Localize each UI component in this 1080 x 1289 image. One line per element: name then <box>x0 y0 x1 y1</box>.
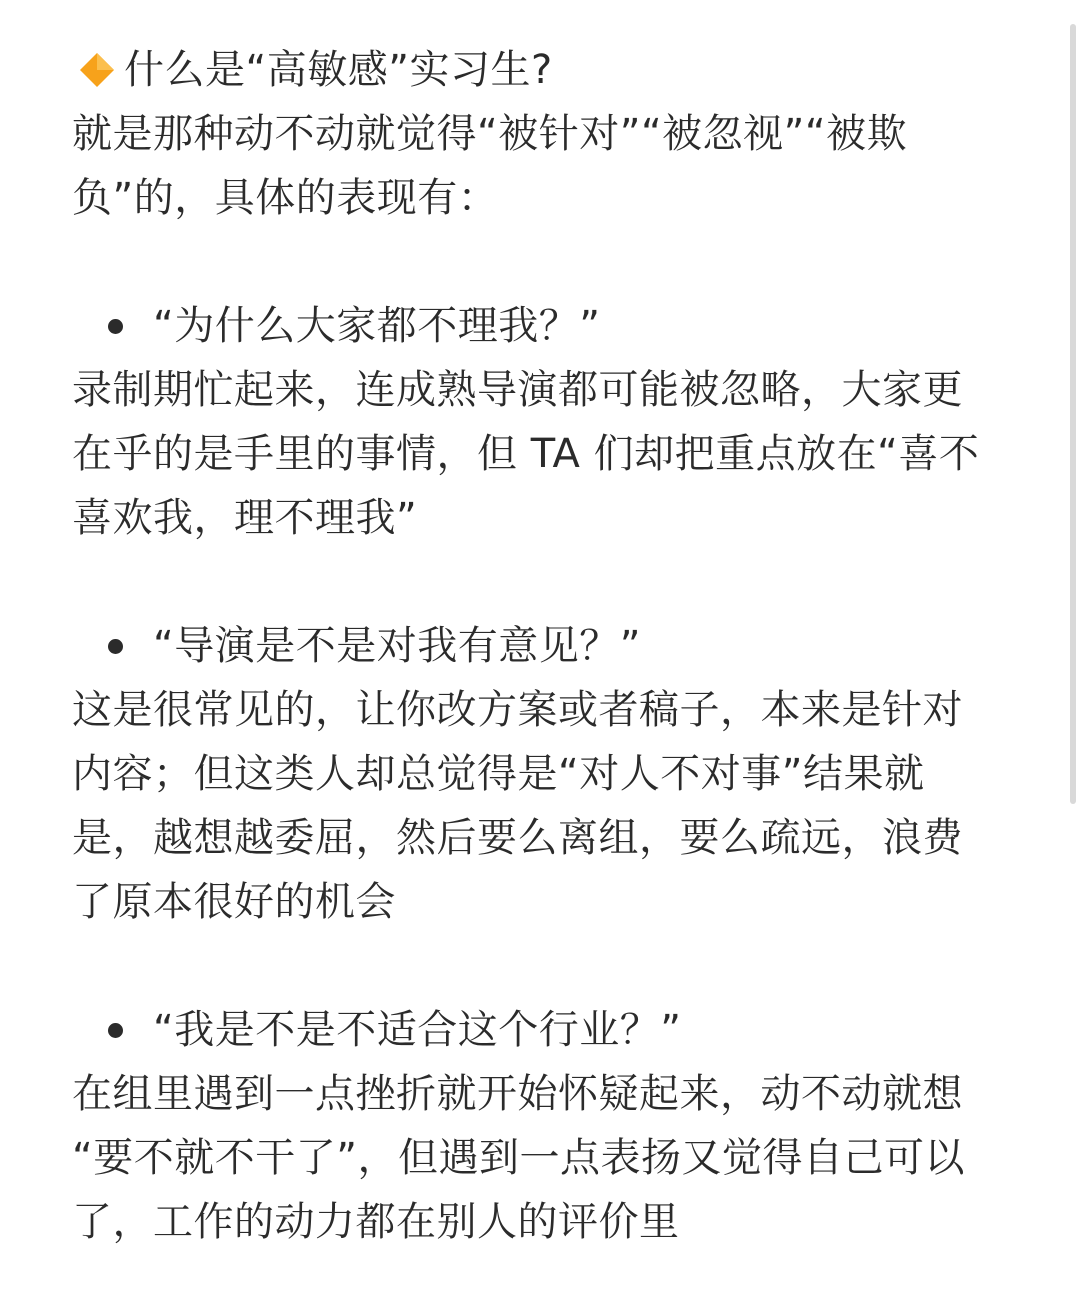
bullet-dot-icon <box>108 1023 123 1038</box>
section-3-line-1: 在组里遇到一点挫折就开始怀疑起来，动不动就想 <box>72 1071 963 1117</box>
bullet-text: “导演是不是对我有意见？” <box>153 623 641 669</box>
article-title <box>72 38 992 102</box>
section-2-line-2: 内容；但这类人却总觉得是“对人不对事”结果就 <box>72 751 925 797</box>
title-text: 什么是“高敏感”实习生? <box>124 47 553 93</box>
section-1-line-2: 在乎的是手里的事情，但 TA 们却把重点放在“喜不 <box>72 431 980 477</box>
bullet-item-1 <box>72 294 992 358</box>
section-3-line-2: “要不就不干了”，但遇到一点表扬又觉得自己可以 <box>72 1135 965 1181</box>
section-1-line-3: 喜欢我，理不理我” <box>72 495 418 541</box>
article-body <box>72 38 992 1254</box>
intro-line-2: 负”的，具体的表现有： <box>72 175 499 221</box>
scrollbar[interactable] <box>1070 24 1076 804</box>
bullet-dot-icon <box>108 639 123 654</box>
bullet-text: “我是不是不适合这个行业？” <box>153 1007 682 1053</box>
bullet-text: “为什么大家都不理我？” <box>153 303 601 349</box>
orange-diamond-icon <box>78 51 116 89</box>
section-3-line-3: 了，工作的动力都在别人的评价里 <box>72 1199 680 1245</box>
section-2-line-4: 了原本很好的机会 <box>72 879 396 925</box>
bullet-dot-icon <box>108 319 123 334</box>
section-1-line-1: 录制期忙起来，连成熟导演都可能被忽略，大家更 <box>72 367 963 413</box>
section-2-line-3: 是，越想越委屈，然后要么离组，要么疏远，浪费 <box>72 815 963 861</box>
bullet-item-2 <box>72 614 992 678</box>
intro-line-1: 就是那种动不动就觉得“被针对”“被忽视”“被欺 <box>72 111 908 157</box>
section-2-line-1: 这是很常见的，让你改方案或者稿子，本来是针对 <box>72 687 963 733</box>
bullet-item-3 <box>72 998 992 1062</box>
